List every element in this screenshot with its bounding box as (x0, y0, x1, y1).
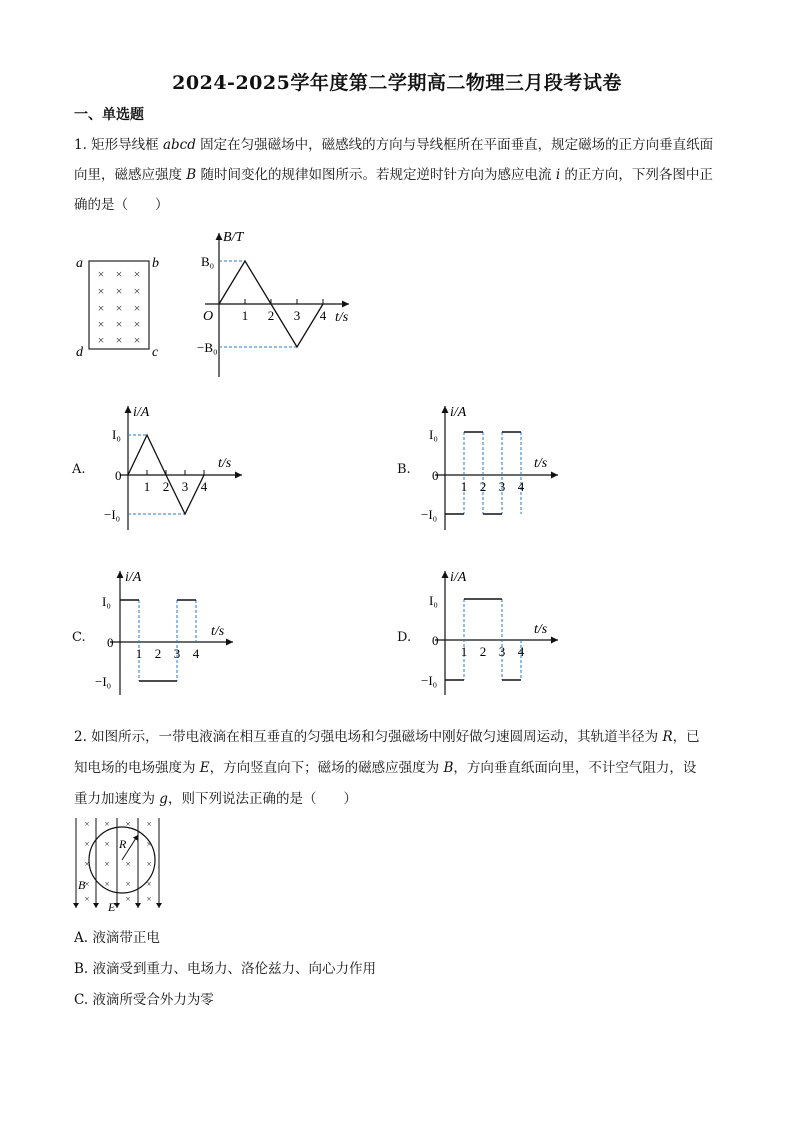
zero-label: 0 (107, 635, 114, 650)
q1-line-1: 1. 矩形导线框 abcd 固定在匀强磁场中，磁感线的方向与导线框所在平面垂直，规定磁场的正方向垂直纸面 (74, 137, 714, 153)
cross-mark: × (84, 839, 90, 849)
i0-label: I₀ (112, 427, 121, 442)
tick-label: 3 (498, 479, 506, 494)
cross-mark: × (133, 284, 141, 298)
cross-mark: × (84, 859, 90, 869)
cross-mark: × (133, 333, 141, 347)
tick-label: 4 (192, 646, 200, 661)
corner-a: a (76, 256, 83, 271)
tick-label: 4 (319, 308, 327, 323)
exam-title: 2024-2025学年度第二学期高二物理三月段考试卷 (172, 72, 622, 94)
cross-mark: × (104, 839, 110, 849)
i0-label: I₀ (429, 593, 438, 608)
cross-mark: × (146, 894, 152, 904)
wire-frame-figure (70, 250, 170, 365)
cross-mark: × (125, 819, 131, 829)
y-axis-label: B/T (223, 230, 244, 245)
tick-label: 2 (154, 646, 162, 661)
tick-label: 3 (293, 308, 301, 323)
tick-label: 1 (460, 644, 468, 659)
option-a-letter: A. (72, 462, 86, 477)
cross-mark: × (84, 894, 90, 904)
corner-d: d (76, 345, 83, 360)
tick-label: 4 (200, 479, 208, 494)
zero-label: 0 (432, 633, 439, 648)
cross-mark: × (115, 267, 123, 281)
y-axis-label: i/A (133, 405, 150, 420)
option-c-letter: C. (72, 630, 86, 645)
corner-b: b (152, 256, 159, 271)
cross-mark: × (146, 879, 152, 889)
x-axis-label: t/s (218, 456, 232, 471)
b-t-graph (195, 225, 360, 385)
cross-mark: × (104, 879, 110, 889)
cross-mark: × (125, 879, 131, 889)
e-field-label: E (108, 900, 116, 914)
y-axis-label: i/A (450, 405, 467, 420)
option-d-letter: D. (397, 630, 412, 645)
cross-mark: × (97, 333, 105, 347)
cross-mark: × (133, 267, 141, 281)
cross-mark: × (125, 894, 131, 904)
cross-mark: × (84, 879, 90, 889)
q1-line-3: 确的是（ ） (74, 197, 169, 213)
y-axis-label: i/A (125, 570, 142, 585)
q1-line-2: 向里，磁感应强度 B 随时间变化的规律如图所示。若规定逆时针方向为感应电流 i 的正方向，下列各图中正 (74, 167, 713, 183)
y-axis-label: i/A (450, 570, 467, 585)
neg-b0-label: −B₀ (197, 340, 218, 355)
tick-label: 1 (143, 479, 151, 494)
x-axis-label: t/s (534, 456, 548, 471)
radius-label: R (119, 837, 127, 851)
cross-mark: × (115, 317, 123, 331)
cross-mark: × (97, 284, 105, 298)
q2-choice-c: C. 液滴所受合外力为零 (74, 992, 214, 1008)
q2-line-1: 2. 如图所示，一带电液滴在相互垂直的匀强电场和匀强磁场中刚好做匀速圆周运动，其轨道半径为 R，已 (74, 729, 700, 745)
cross-mark: × (104, 859, 110, 869)
i0-label: I₀ (102, 594, 111, 609)
option-c-graph (95, 565, 245, 700)
neg-i0-label: −I₀ (104, 507, 121, 522)
neg-i0-label: −I₀ (95, 674, 112, 689)
cross-mark: × (104, 819, 110, 829)
tick-label: 4 (517, 479, 525, 494)
origin-label: O (203, 309, 214, 324)
option-a-graph (100, 400, 250, 535)
tick-label: 2 (479, 479, 487, 494)
option-d-graph (420, 565, 570, 700)
tick-label: 2 (479, 644, 487, 659)
cross-mark: × (133, 301, 141, 315)
x-axis-label: t/s (534, 622, 548, 637)
cross-mark: × (84, 819, 90, 829)
cross-mark: × (146, 839, 152, 849)
cross-mark: × (125, 859, 131, 869)
cross-mark: × (133, 317, 141, 331)
cross-mark: × (115, 284, 123, 298)
cross-mark: × (146, 859, 152, 869)
tick-label: 4 (517, 644, 525, 659)
cross-mark: × (97, 301, 105, 315)
x-axis-label: t/s (335, 310, 349, 325)
q2-choice-a: A. 液滴带正电 (74, 930, 160, 946)
i0-label: I₀ (429, 427, 438, 442)
zero-label: 0 (432, 468, 439, 483)
tick-label: 2 (162, 479, 170, 494)
tick-label: 1 (241, 308, 249, 323)
option-b-graph (420, 400, 570, 535)
cross-mark: × (115, 333, 123, 347)
field-figure (70, 815, 175, 915)
neg-i0-label: −I₀ (421, 673, 438, 688)
cross-mark: × (115, 301, 123, 315)
q2-choice-b: B. 液滴受到重力、电场力、洛伦兹力、向心力作用 (74, 961, 377, 977)
tick-label: 1 (460, 479, 468, 494)
zero-label: 0 (115, 468, 122, 483)
x-axis-label: t/s (211, 624, 225, 639)
b-field-label: B (78, 878, 86, 892)
section-heading: 一、单选题 (74, 107, 144, 123)
tick-label: 3 (181, 479, 189, 494)
neg-i0-label: −I₀ (421, 507, 438, 522)
cross-mark: × (97, 317, 105, 331)
tick-label: 3 (498, 644, 506, 659)
b0-label: B₀ (201, 254, 215, 269)
q2-line-2: 知电场的电场强度为 E，方向竖直向下；磁场的磁感应强度为 B，方向垂直纸面向里，不计空气阻力，设 (74, 760, 697, 776)
tick-label: 1 (135, 646, 143, 661)
cross-mark: × (97, 267, 105, 281)
option-b-letter: B. (397, 462, 411, 477)
tick-label: 3 (173, 646, 181, 661)
corner-c: c (152, 345, 159, 360)
q2-line-3: 重力加速度为 g，则下列说法正确的是（ ） (74, 791, 357, 807)
tick-label: 2 (267, 308, 275, 323)
cross-mark: × (146, 819, 152, 829)
